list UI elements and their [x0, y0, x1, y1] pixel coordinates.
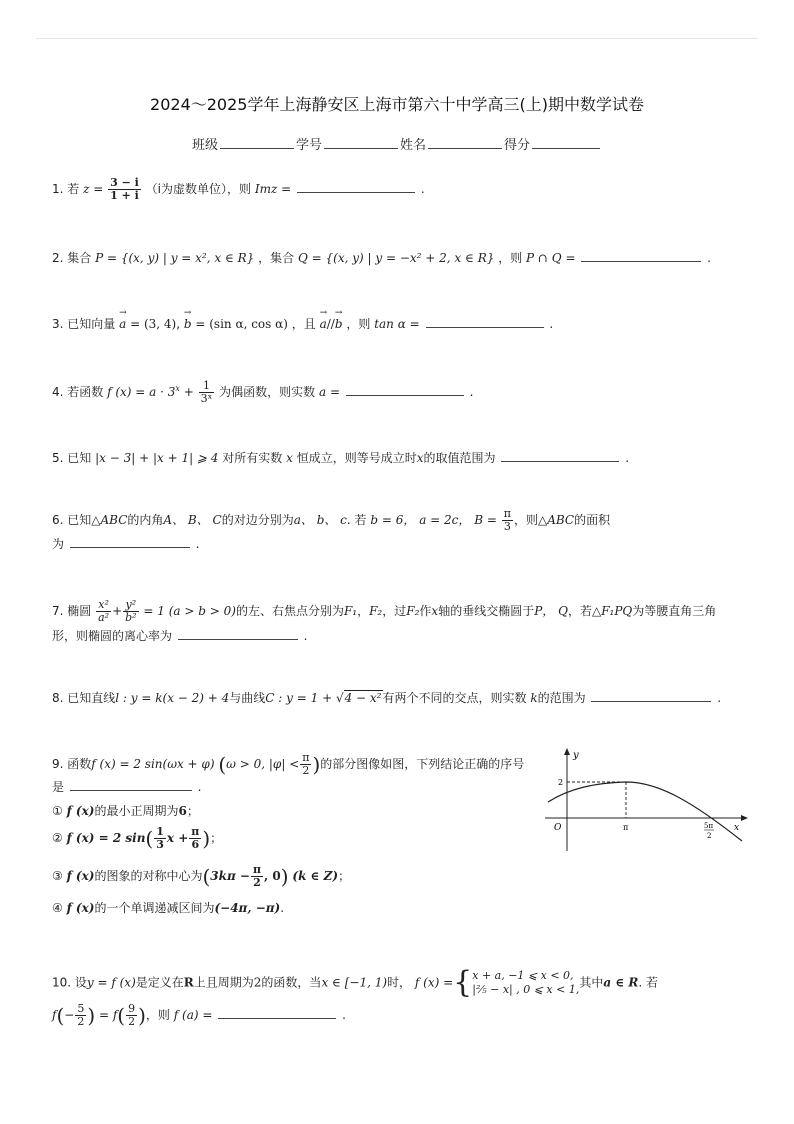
q1-fraction: $\frac{3 - i}{1 + i}$	[110, 176, 139, 202]
name-field[interactable]	[428, 135, 502, 149]
question-7-line2: 形，则椭圆的离心率为 .	[52, 625, 308, 647]
top-divider	[36, 38, 758, 39]
score-label: 得分	[504, 138, 531, 153]
x-axis-arrow	[741, 815, 748, 821]
score-field[interactable]	[532, 135, 600, 149]
question-7: 7. 椭圆 $\frac{\text{x²}}{\text{a²}}$ + $\frac{\text{y²}}{\text{b²}}$ = 1 (a > b > 0)的左、右焦点分别为F₁，F₂，过F₂作x轴的垂线交椭圆于P， Q，若△F₁PQ为等腰直角三角	[52, 598, 717, 624]
q4-fraction: $\frac{1}{\text{3ˣ}}$	[200, 379, 213, 405]
q9-option-4: ④ f (x)的一个单调递减区间为(−4π, −π).	[52, 901, 285, 915]
tick-label-pi: π	[623, 823, 629, 832]
origin-label: O	[554, 823, 562, 833]
question-9-line2: 是 .	[52, 776, 202, 798]
answer-blank-9[interactable]	[70, 776, 192, 791]
question-1: 1. 若 z = $\frac{3 - i}{1 + i}$ （i为虚数单位），则 Imz = .	[52, 176, 425, 202]
question-6-line2: 为 .	[52, 533, 200, 555]
class-field[interactable]	[220, 135, 294, 149]
answer-blank-7[interactable]	[178, 625, 298, 640]
answer-blank-1[interactable]	[297, 178, 415, 193]
question-4: 4. 若函数 f $(x) = a \cdot 3^x$ + $\frac{1}{\text{3ˣ}}$ 为偶函数，则实数 a = .	[52, 379, 474, 405]
question-8: 8. 已知直线l : y = k(x − 2) + 4与曲线C : y = 1 + √4 − x²有两个不同的交点，则实数 k的范围为 .	[52, 687, 721, 709]
answer-blank-4[interactable]	[346, 381, 464, 396]
id-label: 学号	[295, 138, 322, 153]
name-label: 姓名	[400, 138, 427, 153]
q9-sine-graph	[540, 746, 750, 856]
answer-blank-5[interactable]	[501, 447, 619, 462]
sine-curve	[548, 782, 742, 841]
q9-option-2: ② f (x) = 2 sin( $\frac{1}{3}$ x + $\frac{\pi}{6}$ )；	[52, 825, 223, 851]
answer-blank-10[interactable]	[218, 1004, 336, 1019]
question-6: 6. 已知△ABC的内角A、 B、 C的对边分别为a、 b、 c. 若 b = 6， a = 2c， B = $\frac{\pi}{3}$ ，则△ABC的面积	[52, 507, 611, 533]
question-5: 5. 已知 |x − 3| + |x + 1| ⩾ 4 对所有实数 x 恒成立，则等号成立时x的取值范围为 .	[52, 447, 629, 469]
tick-label-5pi: 5π	[704, 822, 714, 830]
page-title: 2024～2025学年上海静安区上海市第六十中学高三(上)期中数学试卷	[150, 95, 644, 114]
answer-blank-8[interactable]	[591, 687, 711, 702]
question-9: 9. 函数f (x) = 2 sin(ωx + φ) (ω > 0, |φ| < $\frac{\pi}{2}$ )的部分图像如图，下列结论正确的序号	[52, 751, 525, 777]
class-label: 班级	[191, 138, 218, 153]
y-axis-arrow	[564, 748, 570, 755]
student-info-line	[0, 134, 794, 153]
question-2: 2. 集合 P = {(x, y) | y = x², x ∈ R} ，集合 Q = {(x, y) | y = −x² + 2, x ∈ R} ，则 P ∩ Q = .	[52, 247, 711, 269]
id-field[interactable]	[324, 135, 398, 149]
y-axis-label: y	[573, 750, 579, 761]
answer-blank-3[interactable]	[426, 313, 544, 328]
tick-label-5pi-den: 2	[707, 832, 712, 840]
question-10-line2: f(− $\frac{5}{2}$ ) = f( $\frac{9}{2}$ )，则 f (a) = .	[52, 1002, 346, 1028]
answer-blank-2[interactable]	[581, 247, 701, 262]
x-axis-label: x	[734, 823, 740, 833]
answer-blank-6[interactable]	[70, 533, 190, 548]
tick-label-2: 2	[558, 778, 564, 787]
question-3: 3. 已知向量 → a = (3, 4), → b = (sin α, cos α) ，且 → a//→ b ，则 tan α = .	[52, 313, 553, 335]
q9-option-1: ① f (x)的最小正周期为6；	[52, 804, 199, 818]
piecewise-cases: x + a, −1 ⩽ x < 0, |⅖ − x| , 0 ⩽ x < 1,	[472, 969, 580, 996]
q9-option-3: ③ f (x)的图象的对称中心为(3kπ − $\frac{\pi}{2}$ , 0) (k ∈ Z)；	[52, 863, 351, 889]
question-10: 10. 设y = f (x)是定义在R上且周期为2的函数，当x ∈ [−1, 1)时， f (x) ={ x + a, −1 ⩽ x < 0, |⅖ − x| , 0 ⩽ x < 1, 其中a ∈ R. 若	[52, 965, 659, 1000]
